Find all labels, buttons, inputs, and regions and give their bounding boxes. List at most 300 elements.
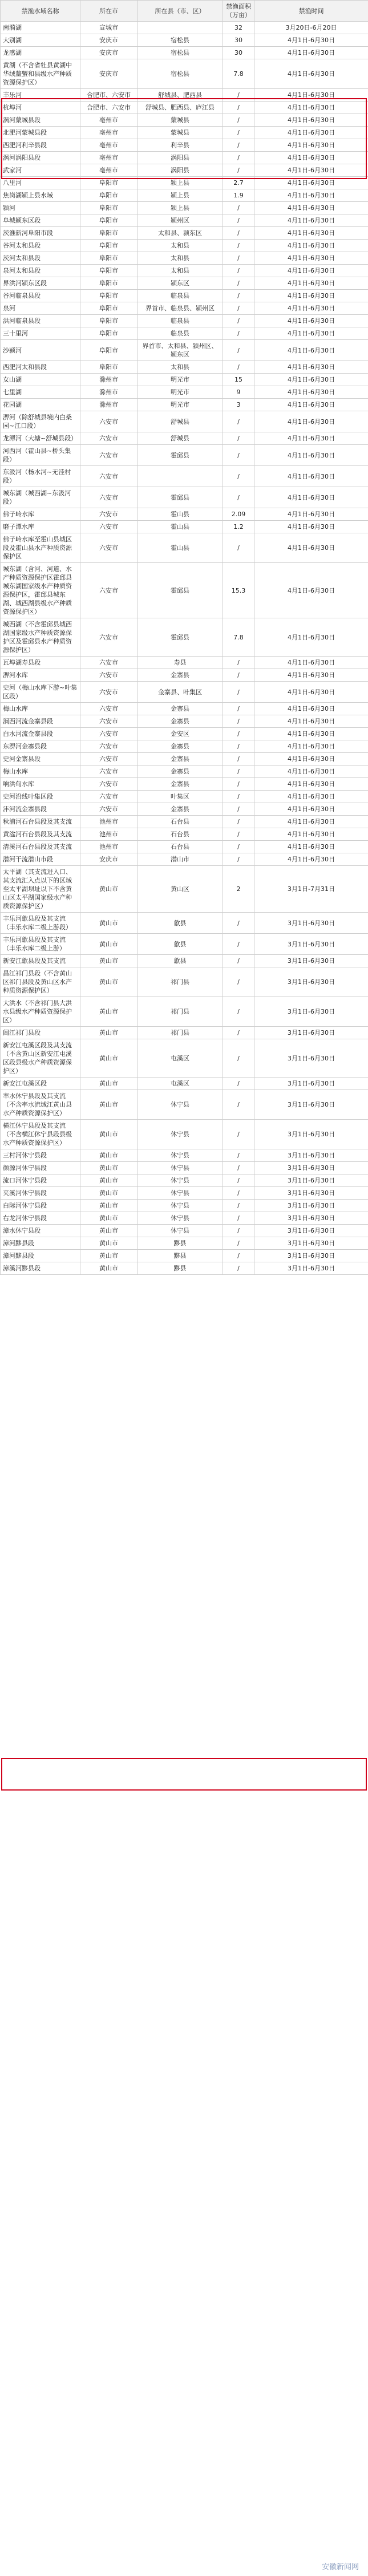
cell-ban-time: 4月1日-6月30日 — [254, 803, 368, 816]
cell-area: 1.2 — [223, 521, 254, 533]
cell-water-name: 丰乐河歙县段及其支流（丰乐水库二级上游段） — [1, 913, 80, 934]
cell-city: 阜阳市 — [80, 177, 138, 189]
cell-ban-time: 4月1日-6月30日 — [254, 466, 368, 487]
cell-area: / — [223, 164, 254, 177]
cell-county: 太和县 — [138, 240, 223, 252]
table-row — [1, 669, 368, 682]
cell-water-name: 三村河休宁县段 — [1, 1149, 80, 1162]
table-row — [1, 934, 368, 955]
cell-area: 32 — [223, 22, 254, 34]
cell-ban-time: 4月1日-6月30日 — [254, 669, 368, 682]
cell-ban-time: 4月1日-6月30日 — [254, 703, 368, 715]
cell-city: 阜阳市 — [80, 315, 138, 327]
cell-area: / — [223, 240, 254, 252]
cell-area: 3 — [223, 399, 254, 411]
cell-ban-time: 3月1日-6月30日 — [254, 1039, 368, 1078]
cell-ban-time: 4月1日-6月30日 — [254, 302, 368, 315]
cell-city: 黄山市 — [80, 866, 138, 913]
cell-ban-time: 4月1日-6月30日 — [254, 139, 368, 152]
cell-ban-time: 3月1日-6月30日 — [254, 1225, 368, 1237]
cell-water-name: 界洪河颍东区段 — [1, 277, 80, 290]
table-row — [1, 1250, 368, 1262]
cell-water-name: 武家河 — [1, 164, 80, 177]
cell-county: 金寨县 — [138, 778, 223, 791]
cell-ban-time: 4月1日-6月30日 — [254, 374, 368, 386]
cell-water-name: 新安江歙县段及其支流 — [1, 955, 80, 967]
cell-county: 宿松县 — [138, 34, 223, 47]
cell-city: 黄山市 — [80, 1039, 138, 1078]
cell-county: 屯溪区 — [138, 1039, 223, 1078]
cell-city: 亳州市 — [80, 152, 138, 164]
cell-county: 屯溪区 — [138, 1078, 223, 1090]
cell-water-name: 七里湖 — [1, 386, 80, 399]
cell-area: / — [223, 533, 254, 563]
cell-ban-time: 3月1日-7月31日 — [254, 866, 368, 913]
cell-ban-time: 4月1日-6月30日 — [254, 340, 368, 361]
cell-city: 黄山市 — [80, 1174, 138, 1187]
cell-ban-time: 3月1日-6月30日 — [254, 1149, 368, 1162]
table-row — [1, 955, 368, 967]
table-row — [1, 866, 368, 913]
cell-area: / — [223, 1162, 254, 1174]
cell-area: / — [223, 487, 254, 508]
cell-city: 阜阳市 — [80, 302, 138, 315]
cell-area: 1.9 — [223, 189, 254, 202]
cell-county: 歙县 — [138, 955, 223, 967]
cell-area: / — [223, 1187, 254, 1200]
cell-water-name: 昌江祁门县段（不含黄山区祁门县段及黄山区水产种质资源保护区） — [1, 967, 80, 997]
cell-water-name: 涧西河流金寨县段 — [1, 715, 80, 728]
cell-ban-time: 4月1日-6月30日 — [254, 432, 368, 445]
cell-ban-time: 4月1日-6月30日 — [254, 34, 368, 47]
cell-city: 六安市 — [80, 466, 138, 487]
cell-area: / — [223, 202, 254, 214]
cell-area: / — [223, 127, 254, 139]
cell-water-name: 漳河黟县段 — [1, 1237, 80, 1250]
cell-city: 六安市 — [80, 682, 138, 703]
cell-area: / — [223, 152, 254, 164]
cell-ban-time: 4月1日-6月30日 — [254, 445, 368, 466]
cell-water-name: 涡河涡阳县段 — [1, 152, 80, 164]
cell-water-name: 新安江屯溪区段及其支流（不含黄山区新安江屯溪区段县级水产种质资源保护区） — [1, 1039, 80, 1078]
cell-city: 六安市 — [80, 669, 138, 682]
cell-ban-time: 4月1日-6月30日 — [254, 277, 368, 290]
cell-city: 阜阳市 — [80, 252, 138, 265]
cell-area: 30 — [223, 34, 254, 47]
cell-water-name: 泉河太和县段 — [1, 265, 80, 277]
table-row — [1, 803, 368, 816]
cell-county: 金寨县 — [138, 715, 223, 728]
cell-area: / — [223, 828, 254, 841]
cell-ban-time: 4月1日-6月30日 — [254, 657, 368, 669]
cell-ban-time: 4月1日-6月30日 — [254, 47, 368, 59]
cell-city: 阜阳市 — [80, 277, 138, 290]
cell-water-name: 磨子潭水库 — [1, 521, 80, 533]
cell-ban-time: 3月1日-6月30日 — [254, 1078, 368, 1090]
cell-county: 涡阳县 — [138, 164, 223, 177]
table-row — [1, 1200, 368, 1212]
cell-county: 界首市、太和县、颍州区、颍东区 — [138, 340, 223, 361]
cell-county: 休宁县 — [138, 1120, 223, 1149]
cell-county: 金寨县 — [138, 803, 223, 816]
cell-ban-time: 4月1日-6月30日 — [254, 618, 368, 657]
table-row — [1, 913, 368, 934]
cell-ban-time: 4月1日-6月30日 — [254, 227, 368, 240]
cell-city: 安庆市 — [80, 59, 138, 89]
cell-water-name: 漳溪河黟县段 — [1, 1262, 80, 1275]
cell-city: 六安市 — [80, 563, 138, 618]
cell-city: 亳州市 — [80, 139, 138, 152]
cell-water-name: 丰乐河歙县段及其支流（丰乐水库二级上游） — [1, 934, 80, 955]
table-row — [1, 1212, 368, 1225]
cell-county: 颍上县 — [138, 177, 223, 189]
cell-area: 15.3 — [223, 563, 254, 618]
cell-county: 明光市 — [138, 386, 223, 399]
cell-area: / — [223, 102, 254, 114]
table-row — [1, 240, 368, 252]
table-row — [1, 1120, 368, 1149]
cell-water-name: 太平湖（其支流进入口、其支流汇入点以下的区域至太平湖坝址以下不含黄山区太平湖国家级水产种质资源保护区） — [1, 866, 80, 913]
cell-water-name: 横江休宁县段及其支流（不含横江休宁县段县级水产种质资源保护区） — [1, 1120, 80, 1149]
table-row — [1, 1149, 368, 1162]
cell-ban-time: 3月1日-6月30日 — [254, 1120, 368, 1149]
cell-area: / — [223, 1174, 254, 1187]
cell-city: 阜阳市 — [80, 327, 138, 340]
cell-water-name: 黄湓河石台县段及其支流 — [1, 828, 80, 841]
cell-city: 黄山市 — [80, 1237, 138, 1250]
cell-ban-time: 4月1日-6月30日 — [254, 563, 368, 618]
table-row — [1, 114, 368, 127]
header-area: 禁渔面积（万亩） — [223, 1, 254, 22]
cell-water-name: 泉河 — [1, 302, 80, 315]
table-row — [1, 189, 368, 202]
cell-area: / — [223, 1262, 254, 1275]
table-row — [1, 1187, 368, 1200]
cell-area: / — [223, 853, 254, 866]
cell-county: 休宁县 — [138, 1187, 223, 1200]
table-row — [1, 1039, 368, 1078]
cell-area: / — [223, 432, 254, 445]
cell-city: 阜阳市 — [80, 265, 138, 277]
table-row — [1, 618, 368, 657]
cell-water-name: 黄湖（不含省牡县黄湖中华绒鳌蟹和县级水产种质资源保护区） — [1, 59, 80, 89]
cell-county: 宿松县 — [138, 59, 223, 89]
cell-water-name: 潜河干流潜山市段 — [1, 853, 80, 866]
table-row — [1, 139, 368, 152]
table-row — [1, 386, 368, 399]
cell-water-name: 阊江祁门县段 — [1, 1027, 80, 1039]
cell-water-name: 谷河临泉县段 — [1, 290, 80, 302]
cell-water-name: 龙感湖 — [1, 47, 80, 59]
cell-area: / — [223, 657, 254, 669]
cell-ban-time: 4月1日-6月30日 — [254, 386, 368, 399]
table-row — [1, 214, 368, 227]
cell-water-name: 西淝河利辛县段 — [1, 139, 80, 152]
cell-county: 太和县 — [138, 265, 223, 277]
cell-water-name: 花园湖 — [1, 399, 80, 411]
cell-area: / — [223, 841, 254, 853]
cell-water-name: 茨淮新河阜阳市段 — [1, 227, 80, 240]
cell-city: 阜阳市 — [80, 361, 138, 374]
table-row — [1, 399, 368, 411]
cell-city: 黄山市 — [80, 913, 138, 934]
table-row — [1, 47, 368, 59]
table-row — [1, 657, 368, 669]
cell-water-name: 颍河 — [1, 202, 80, 214]
site-watermark: 安徽新闻网 — [318, 2559, 362, 2573]
cell-county: 太和县 — [138, 361, 223, 374]
cell-county: 霍邱县 — [138, 618, 223, 657]
table-row — [1, 466, 368, 487]
table-row — [1, 102, 368, 114]
table-row — [1, 853, 368, 866]
cell-city: 滁州市 — [80, 374, 138, 386]
table-row — [1, 202, 368, 214]
cell-city: 黄山市 — [80, 1090, 138, 1120]
cell-water-name: 杭埠河 — [1, 102, 80, 114]
cell-area: / — [223, 445, 254, 466]
cell-county: 霍邱县 — [138, 445, 223, 466]
cell-city: 六安市 — [80, 657, 138, 669]
cell-county: 宿松县 — [138, 47, 223, 59]
table-row — [1, 563, 368, 618]
cell-county: 舒城县 — [138, 432, 223, 445]
table-row — [1, 411, 368, 432]
table-row — [1, 521, 368, 533]
table-row — [1, 445, 368, 466]
cell-county: 舒城县、肥西县、庐江县 — [138, 102, 223, 114]
table-row — [1, 152, 368, 164]
cell-ban-time: 4月1日-6月30日 — [254, 240, 368, 252]
table-row — [1, 1225, 368, 1237]
cell-city: 池州市 — [80, 828, 138, 841]
cell-city: 安庆市 — [80, 47, 138, 59]
table-row — [1, 715, 368, 728]
cell-ban-time: 4月1日-6月30日 — [254, 533, 368, 563]
cell-city: 黄山市 — [80, 967, 138, 997]
cell-water-name: 响洪甸水库 — [1, 778, 80, 791]
cell-county: 黟县 — [138, 1262, 223, 1275]
cell-ban-time: 4月1日-6月30日 — [254, 327, 368, 340]
cell-city: 黄山市 — [80, 1078, 138, 1090]
cell-ban-time: 4月1日-6月30日 — [254, 177, 368, 189]
cell-city: 阜阳市 — [80, 290, 138, 302]
cell-county: 霍邱县 — [138, 563, 223, 618]
cell-area: / — [223, 1078, 254, 1090]
cell-area: / — [223, 765, 254, 778]
cell-county: 明光市 — [138, 374, 223, 386]
cell-area: / — [223, 728, 254, 740]
table-row — [1, 778, 368, 791]
cell-ban-time: 4月1日-6月30日 — [254, 102, 368, 114]
cell-county: 金寨县 — [138, 669, 223, 682]
cell-city: 六安市 — [80, 765, 138, 778]
cell-water-name: 沙颍河 — [1, 340, 80, 361]
cell-county: 临泉县 — [138, 290, 223, 302]
cell-county: 涡阳县 — [138, 152, 223, 164]
cell-area: / — [223, 816, 254, 828]
table-row — [1, 753, 368, 765]
cell-ban-time: 4月1日-6月30日 — [254, 114, 368, 127]
cell-water-name: 流口河休宁县段 — [1, 1174, 80, 1187]
table-row — [1, 765, 368, 778]
cell-county: 利辛县 — [138, 139, 223, 152]
cell-city: 六安市 — [80, 753, 138, 765]
cell-ban-time: 3月1日-6月30日 — [254, 1027, 368, 1039]
table-row — [1, 487, 368, 508]
cell-city: 六安市 — [80, 703, 138, 715]
cell-city: 阜阳市 — [80, 189, 138, 202]
table-row — [1, 791, 368, 803]
cell-water-name: 城东湖（含河、河道、水产种质资源保护区霍邱县城东湖国家级水产种质资源保护区，霍邱县城东湖、城西湖县级水产种质资源保护区） — [1, 563, 80, 618]
cell-county: 石台县 — [138, 841, 223, 853]
cell-water-name: 沣河流金寨县段 — [1, 803, 80, 816]
cell-area: / — [223, 955, 254, 967]
cell-county: 歙县 — [138, 934, 223, 955]
cell-ban-time: 4月1日-6月30日 — [254, 361, 368, 374]
cell-ban-time: 4月1日-6月30日 — [254, 853, 368, 866]
cell-area: / — [223, 1225, 254, 1237]
cell-county: 潜山市 — [138, 853, 223, 866]
cell-area: / — [223, 715, 254, 728]
cell-city: 亳州市 — [80, 164, 138, 177]
cell-water-name: 丰乐河 — [1, 89, 80, 102]
cell-area: / — [223, 778, 254, 791]
cell-area: 2.7 — [223, 177, 254, 189]
cell-county: 石台县 — [138, 828, 223, 841]
cell-water-name: 白水河流金寨县段 — [1, 728, 80, 740]
cell-water-name: 城西湖（不含霍邱县城西湖国家级水产种质资源保护区及霍邱县水产种质资源保护区） — [1, 618, 80, 657]
cell-water-name: 北淝河蒙城县段 — [1, 127, 80, 139]
cell-area: / — [223, 114, 254, 127]
cell-ban-time: 3月1日-6月30日 — [254, 1090, 368, 1120]
table-row — [1, 340, 368, 361]
cell-area: / — [223, 1090, 254, 1120]
cell-city: 六安市 — [80, 740, 138, 753]
table-row — [1, 816, 368, 828]
table-row — [1, 277, 368, 290]
cell-ban-time: 3月1日-6月30日 — [254, 934, 368, 955]
cell-water-name: 梅山水库 — [1, 703, 80, 715]
cell-ban-time: 4月1日-6月30日 — [254, 765, 368, 778]
cell-county: 石台县 — [138, 816, 223, 828]
cell-city: 黄山市 — [80, 934, 138, 955]
cell-city: 六安市 — [80, 487, 138, 508]
table-row — [1, 967, 368, 997]
table-row — [1, 533, 368, 563]
cell-county: 颍上县 — [138, 189, 223, 202]
cell-city: 黄山市 — [80, 955, 138, 967]
cell-city: 六安市 — [80, 715, 138, 728]
cell-water-name: 淠河（除舒城县境内白桑园~江口段） — [1, 411, 80, 432]
cell-area: / — [223, 967, 254, 997]
cell-county: 颍上县 — [138, 202, 223, 214]
cell-area: / — [223, 1237, 254, 1250]
cell-county: 休宁县 — [138, 1162, 223, 1174]
cell-county: 歙县 — [138, 913, 223, 934]
cell-water-name: 涡河蒙城县段 — [1, 114, 80, 127]
cell-area: / — [223, 791, 254, 803]
cell-city: 池州市 — [80, 816, 138, 828]
cell-water-name: 三十里河 — [1, 327, 80, 340]
header-water-name: 禁渔水域名称 — [1, 1, 80, 22]
table-row — [1, 177, 368, 189]
table-row — [1, 374, 368, 386]
cell-ban-time: 3月1日-6月30日 — [254, 1187, 368, 1200]
cell-ban-time: 4月1日-6月30日 — [254, 252, 368, 265]
table-row — [1, 1090, 368, 1120]
cell-water-name: 史河（梅山水库下游~叶集区段） — [1, 682, 80, 703]
table-row — [1, 315, 368, 327]
cell-area: / — [223, 1212, 254, 1225]
table-row — [1, 432, 368, 445]
cell-county: 休宁县 — [138, 1174, 223, 1187]
cell-county: 金寨县 — [138, 765, 223, 778]
cell-city: 六安市 — [80, 508, 138, 521]
fishing-ban-table — [0, 0, 368, 1275]
cell-water-name: 佛子岭水库至霍山县城区段及霍山县水产种质资源保护区 — [1, 533, 80, 563]
cell-city: 黄山市 — [80, 997, 138, 1027]
table-row — [1, 740, 368, 753]
cell-county: 霍山县 — [138, 508, 223, 521]
cell-area: / — [223, 227, 254, 240]
table-row — [1, 59, 368, 89]
cell-water-name: 颜源河休宁县段 — [1, 1162, 80, 1174]
cell-water-name: 焦岗湖颍上县水域 — [1, 189, 80, 202]
table-row — [1, 703, 368, 715]
header-ban-time: 禁渔时间 — [254, 1, 368, 22]
cell-city: 阜阳市 — [80, 240, 138, 252]
cell-county — [138, 22, 223, 34]
cell-area: / — [223, 252, 254, 265]
cell-water-name: 新安江屯溪区段 — [1, 1078, 80, 1090]
cell-area: 30 — [223, 47, 254, 59]
cell-ban-time: 4月1日-6月30日 — [254, 753, 368, 765]
cell-county: 休宁县 — [138, 1090, 223, 1120]
cell-ban-time: 4月1日-6月30日 — [254, 189, 368, 202]
cell-area: / — [223, 1027, 254, 1039]
cell-ban-time: 4月1日-6月30日 — [254, 816, 368, 828]
cell-ban-time: 3月1日-6月30日 — [254, 913, 368, 934]
cell-area: / — [223, 89, 254, 102]
cell-area: / — [223, 753, 254, 765]
cell-area: / — [223, 997, 254, 1027]
cell-ban-time: 4月1日-6月30日 — [254, 487, 368, 508]
cell-area: / — [223, 1200, 254, 1212]
cell-county: 舒城县、肥西县 — [138, 89, 223, 102]
cell-water-name: 史河沿线叶集区段 — [1, 791, 80, 803]
header-county: 所在县（市、区） — [138, 1, 223, 22]
cell-water-name: 龙潭河（大塘~舒城县段） — [1, 432, 80, 445]
cell-county: 太和县、颍东区 — [138, 227, 223, 240]
cell-area: 2 — [223, 866, 254, 913]
cell-area: / — [223, 703, 254, 715]
cell-area: / — [223, 1250, 254, 1262]
table-row — [1, 997, 368, 1027]
cell-county: 舒城县 — [138, 411, 223, 432]
cell-ban-time: 3月1日-6月30日 — [254, 1200, 368, 1212]
cell-ban-time: 4月1日-6月30日 — [254, 778, 368, 791]
cell-city: 黄山市 — [80, 1200, 138, 1212]
cell-water-name: 瓦埠湖寿县段 — [1, 657, 80, 669]
cell-area: / — [223, 361, 254, 374]
table-row — [1, 227, 368, 240]
cell-county: 休宁县 — [138, 1225, 223, 1237]
cell-water-name: 淠河水库 — [1, 669, 80, 682]
cell-ban-time: 3月1日-6月30日 — [254, 967, 368, 997]
cell-city: 安庆市 — [80, 853, 138, 866]
cell-area: / — [223, 1039, 254, 1078]
